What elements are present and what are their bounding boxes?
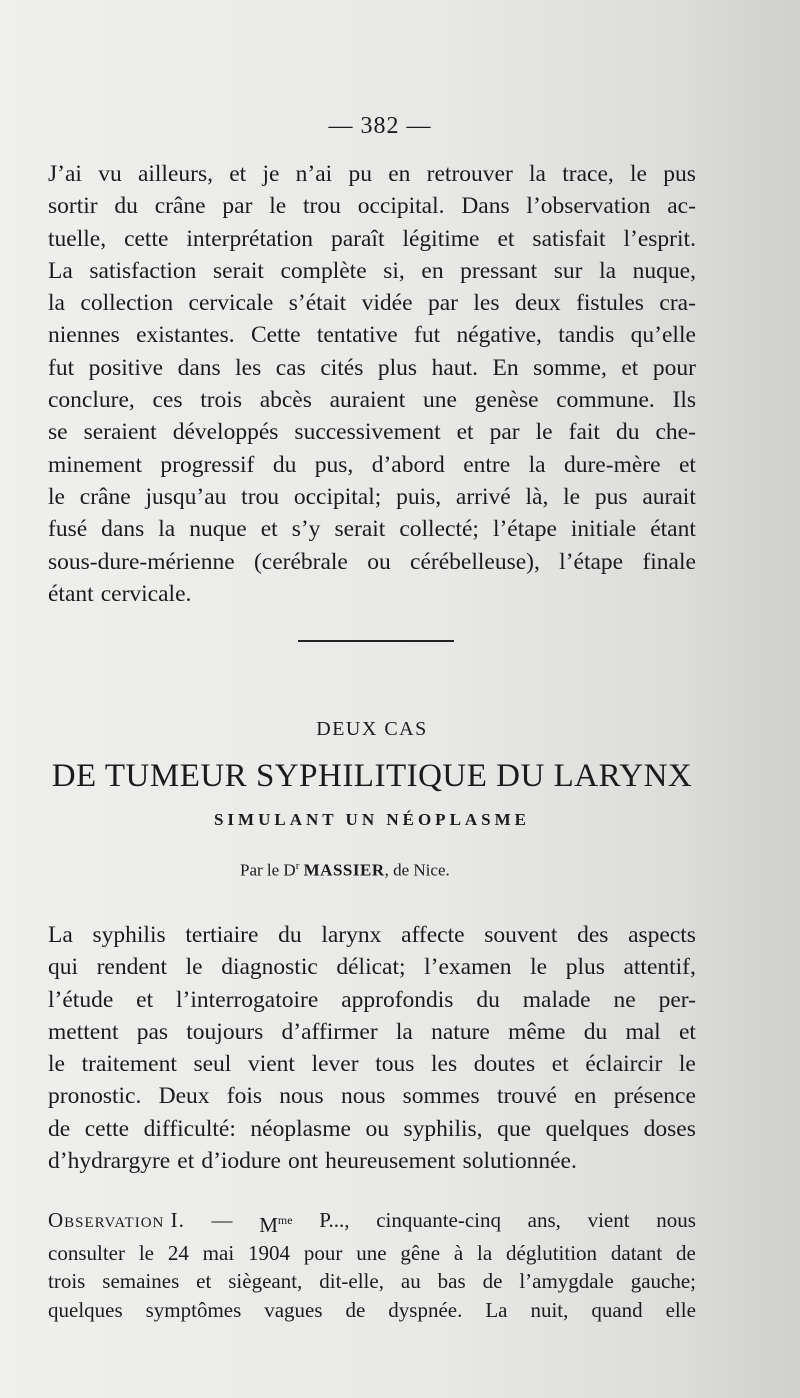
- text-line: [48, 352, 696, 384]
- word: des: [577, 922, 609, 948]
- word: —: [211, 1208, 233, 1232]
- word: tous: [375, 1051, 415, 1078]
- word: tandis: [558, 322, 615, 349]
- word: délicat;: [336, 954, 406, 981]
- text-line: [48, 190, 696, 222]
- word: néoplasme: [250, 1115, 351, 1142]
- word: syphilis: [92, 922, 166, 948]
- word: de: [345, 1297, 366, 1322]
- word: vidée: [361, 290, 413, 317]
- word: trou: [241, 483, 280, 510]
- word: je: [262, 161, 280, 187]
- word: le: [563, 483, 581, 510]
- article-title: DE TUMEUR SYPHILITIQUE DU LARYNX: [51, 758, 693, 794]
- word: l’observation: [526, 193, 651, 220]
- observation-lines: [48, 1239, 696, 1324]
- word: pus: [663, 161, 696, 187]
- word: cette: [84, 1115, 130, 1142]
- word: pas: [136, 1018, 169, 1045]
- word: nous: [340, 1083, 386, 1110]
- word: étant: [48, 580, 94, 607]
- word: toujours: [186, 1018, 264, 1045]
- word: et: [678, 1018, 696, 1045]
- word: du: [583, 1018, 608, 1045]
- word: fait: [568, 419, 600, 446]
- text-line: [48, 223, 696, 255]
- word: trouvé: [496, 1083, 557, 1110]
- word: mai: [202, 1241, 235, 1266]
- word: vagues: [264, 1297, 323, 1322]
- word: du: [278, 922, 302, 948]
- word: d’affirmer: [281, 1018, 378, 1045]
- word: malade: [522, 986, 591, 1013]
- word: la: [395, 1018, 413, 1045]
- word: occipital.: [357, 193, 445, 220]
- word: nous: [656, 1208, 696, 1232]
- word: fusé: [48, 516, 88, 543]
- word: mal: [625, 1018, 661, 1045]
- word: datant: [610, 1241, 663, 1266]
- text-line: [48, 1048, 696, 1080]
- word: et: [196, 1269, 212, 1294]
- word: entre: [463, 451, 511, 478]
- word: collection: [80, 290, 174, 317]
- word: serait: [213, 257, 264, 284]
- word: la: [158, 516, 176, 543]
- word: per-: [658, 986, 696, 1013]
- word: larynx: [321, 922, 382, 948]
- author-name: MASSIER: [303, 860, 385, 880]
- word: la: [477, 1241, 493, 1266]
- word: difficulté:: [143, 1115, 236, 1142]
- word: par: [222, 193, 253, 220]
- word: satisfait: [532, 225, 606, 252]
- word: les: [473, 290, 500, 317]
- text-line: [48, 1113, 696, 1145]
- word: le: [678, 1051, 696, 1078]
- word: vient: [587, 1208, 630, 1232]
- word: La: [48, 257, 73, 284]
- word: ac-: [667, 193, 696, 220]
- word: 24: [167, 1241, 189, 1266]
- word: collecté;: [399, 516, 479, 543]
- word: jusqu’au: [145, 483, 227, 510]
- word: s’y: [291, 516, 321, 543]
- word: La: [48, 922, 73, 948]
- word: consulter: [48, 1241, 125, 1266]
- word: le: [48, 1051, 65, 1078]
- word: les: [431, 1051, 458, 1078]
- word: initiale: [570, 516, 637, 543]
- word: quelques: [545, 1115, 630, 1142]
- word: et: [497, 225, 515, 252]
- word: gêne: [400, 1241, 441, 1266]
- word: le: [48, 483, 65, 510]
- word: nuque,: [632, 257, 696, 284]
- word: nous: [279, 1083, 324, 1110]
- word: et: [136, 986, 154, 1013]
- word: du: [272, 451, 297, 478]
- observation-paragraph: [48, 1206, 696, 1324]
- word: pus,: [314, 451, 354, 478]
- word: cinquante-cinq: [376, 1208, 501, 1232]
- word: la: [599, 257, 617, 284]
- text-line: [48, 1239, 696, 1267]
- word: ne: [613, 986, 636, 1013]
- word: nuque: [189, 516, 247, 543]
- word: la: [529, 161, 546, 187]
- article-subtitle: SIMULANT UN NÉOPLASME: [213, 810, 531, 829]
- word: et: [260, 516, 278, 543]
- word: et: [551, 1051, 569, 1078]
- word: somme,: [533, 354, 607, 381]
- word: quand: [591, 1297, 643, 1322]
- word: niennes: [48, 322, 120, 349]
- text-line: [48, 255, 696, 287]
- word: qu’elle: [630, 322, 696, 349]
- word: ou: [365, 1115, 389, 1142]
- word: affecte: [401, 922, 465, 948]
- word: rendent: [96, 954, 168, 981]
- word: le: [630, 161, 647, 187]
- word: cas: [275, 354, 306, 381]
- word: occipital;: [293, 483, 382, 510]
- word: aurait: [642, 483, 696, 510]
- word: solutionnée.: [462, 1148, 577, 1175]
- word: crâne: [154, 193, 206, 220]
- word: positive: [88, 354, 164, 381]
- word: fois: [226, 1083, 263, 1110]
- word: diagnostic: [221, 954, 318, 981]
- text-line: [48, 1080, 696, 1112]
- word: trois: [48, 1269, 86, 1294]
- word: pu: [348, 161, 372, 187]
- word: complète: [280, 257, 367, 284]
- word: sortir: [48, 193, 98, 220]
- word: dans: [101, 516, 145, 543]
- word: le: [185, 954, 203, 981]
- word: pus: [594, 483, 628, 510]
- word: vient: [247, 1051, 295, 1078]
- word: trou: [303, 193, 341, 220]
- word: une: [356, 1241, 387, 1266]
- word: l’interrogatoire: [176, 986, 319, 1013]
- word: siègeant,: [228, 1269, 303, 1294]
- word: dyspnée.: [388, 1297, 463, 1322]
- word: étant: [650, 516, 696, 543]
- text-line: [48, 1267, 696, 1295]
- word: pour: [652, 354, 696, 381]
- word: même: [508, 1018, 566, 1045]
- word: les: [235, 354, 262, 381]
- word: finale: [642, 548, 696, 575]
- word: et: [621, 354, 639, 381]
- word: che-: [655, 419, 696, 446]
- paragraph-abscess-conclusion: [48, 158, 696, 610]
- word: attentif,: [623, 954, 696, 981]
- word: En: [492, 354, 519, 381]
- text-line: [48, 513, 696, 545]
- word: cervicale: [188, 290, 274, 317]
- word: interprétation: [186, 225, 313, 252]
- word: en: [421, 257, 444, 284]
- word: au: [400, 1269, 421, 1294]
- word: quelques: [48, 1297, 123, 1322]
- word: le: [530, 954, 548, 981]
- word: tentative: [316, 322, 398, 349]
- word: l’étude: [48, 986, 114, 1013]
- word: existantes.: [136, 322, 235, 349]
- word: 1904: [248, 1241, 291, 1266]
- word: dans: [177, 354, 221, 381]
- text-line: [48, 1016, 696, 1048]
- word: seraient: [83, 419, 157, 446]
- word: arrivé: [455, 483, 511, 510]
- word: du: [476, 986, 500, 1013]
- text-line: [48, 158, 696, 190]
- word: commune.: [556, 387, 655, 414]
- word: nature: [431, 1018, 490, 1045]
- word: approfondis: [341, 986, 454, 1013]
- word: légitime: [402, 225, 480, 252]
- word: lever: [311, 1051, 359, 1078]
- word: doutes: [473, 1051, 536, 1078]
- word: l’amygdale: [519, 1269, 614, 1294]
- word: ou: [367, 548, 391, 575]
- word: Ils: [672, 387, 696, 414]
- word: pronostic.: [48, 1083, 142, 1110]
- word: sommes: [402, 1083, 480, 1110]
- word: fistules: [576, 290, 644, 317]
- word: éclaircir: [585, 1051, 663, 1078]
- word: semaines: [102, 1269, 180, 1294]
- word-mme: [259, 1206, 292, 1239]
- word: par: [427, 290, 458, 317]
- word: dit-elle,: [319, 1269, 384, 1294]
- word: et: [678, 451, 696, 478]
- text-line: [48, 287, 696, 319]
- word: souvent: [484, 922, 558, 948]
- word: pour: [303, 1241, 343, 1266]
- mme-sup: me: [277, 1213, 293, 1227]
- word: La: [485, 1297, 508, 1322]
- page-number: — 382 —: [328, 113, 432, 139]
- word: d’iodure: [201, 1148, 281, 1175]
- word: tuelle,: [48, 225, 107, 252]
- text-line: [48, 1296, 696, 1324]
- word: d’hydrargyre: [48, 1148, 171, 1175]
- word: heureusement: [325, 1148, 456, 1175]
- word: si,: [383, 257, 405, 284]
- word: ans,: [527, 1208, 561, 1232]
- word: et: [229, 161, 247, 187]
- word: P...,: [319, 1208, 350, 1232]
- word: présence: [613, 1083, 696, 1110]
- word: crâne: [79, 483, 131, 510]
- word: du: [114, 193, 138, 220]
- word: Dans: [461, 193, 510, 220]
- word: abcès: [259, 387, 312, 414]
- word: paraît: [330, 225, 385, 252]
- word: que: [497, 1115, 532, 1142]
- word: retrouver: [426, 161, 513, 187]
- word: l’examen: [424, 954, 512, 981]
- word: bas: [437, 1269, 466, 1294]
- word: qui: [48, 954, 79, 981]
- text-line: [48, 919, 696, 951]
- word: symptômes: [145, 1297, 242, 1322]
- word: sur: [553, 257, 583, 284]
- word: elle: [665, 1297, 696, 1322]
- word: seul: [193, 1051, 232, 1078]
- word: cette: [124, 225, 169, 252]
- byline-prefix: Par le D: [240, 860, 296, 880]
- word: Cette: [250, 322, 301, 349]
- word: à: [453, 1241, 464, 1266]
- word: syphilis,: [403, 1115, 483, 1142]
- word: progressif: [160, 451, 255, 478]
- word: l’esprit.: [623, 225, 696, 252]
- word: de: [48, 1115, 71, 1142]
- word: de: [482, 1269, 503, 1294]
- word: en: [388, 161, 411, 187]
- text-line: [48, 481, 696, 513]
- word: et: [177, 1148, 195, 1175]
- word: vu: [98, 161, 122, 187]
- word: serait: [334, 516, 386, 543]
- author-byline: [240, 860, 450, 881]
- word: l’étape: [492, 516, 557, 543]
- word: ces: [152, 387, 183, 414]
- word: dure-mère: [563, 451, 661, 478]
- word: d’abord: [371, 451, 445, 478]
- word: sous-dure-mérienne: [48, 548, 235, 575]
- word: tertiaire: [185, 922, 259, 948]
- word: et: [456, 419, 474, 446]
- word: mettent: [48, 1018, 119, 1045]
- word: cervicale.: [100, 580, 192, 607]
- word: ont: [287, 1148, 319, 1175]
- word: ailleurs,: [137, 161, 213, 187]
- word: une: [422, 387, 457, 414]
- word: se: [48, 419, 68, 446]
- section-separator: [298, 640, 454, 642]
- paragraph-introduction: [48, 919, 696, 1177]
- word: la: [528, 451, 546, 478]
- text-line: [48, 384, 696, 416]
- word: négative,: [456, 322, 542, 349]
- text-line: [48, 416, 696, 448]
- word: l’étape: [559, 548, 624, 575]
- word: gauche;: [630, 1269, 696, 1294]
- word: la: [48, 290, 65, 317]
- byline-doctor-sup: r: [295, 860, 300, 872]
- word: développés: [172, 419, 279, 446]
- text-line: [48, 449, 696, 481]
- word: genèse: [474, 387, 539, 414]
- word: le: [269, 193, 287, 220]
- word: haut.: [431, 354, 478, 381]
- word: minement: [48, 451, 142, 478]
- word: fut: [414, 322, 441, 349]
- word: pressant: [460, 257, 538, 284]
- word: plus: [565, 954, 605, 981]
- word: conclure,: [48, 387, 135, 414]
- word: s’était: [288, 290, 347, 317]
- word: déglutition: [506, 1241, 598, 1266]
- byline-suffix: , de Nice.: [384, 860, 450, 880]
- word: le: [535, 419, 553, 446]
- word: par: [489, 419, 520, 446]
- word: doses: [643, 1115, 696, 1142]
- text-line: [48, 546, 696, 578]
- word: du: [615, 419, 640, 446]
- word: cités: [320, 354, 364, 381]
- word: deux: [514, 290, 561, 317]
- text-line: [48, 319, 696, 351]
- text-line: [48, 951, 696, 983]
- word: fut: [48, 354, 75, 381]
- word: le: [138, 1241, 154, 1266]
- word: trois: [200, 387, 242, 414]
- word: J’ai: [48, 161, 82, 187]
- word: plus: [377, 354, 418, 381]
- word: Deux: [158, 1083, 210, 1110]
- word: nuit,: [530, 1297, 569, 1322]
- word: (cerébrale: [253, 548, 348, 575]
- word: satisfaction: [89, 257, 197, 284]
- text-line: [48, 1145, 696, 1177]
- word: traitement: [81, 1051, 177, 1078]
- word: auraient: [329, 387, 406, 414]
- word: aspects: [628, 922, 696, 948]
- word: M: [259, 1213, 278, 1237]
- word: cérébelleuse),: [410, 548, 540, 575]
- word: n’ai: [295, 161, 333, 187]
- observation-label: Observation I.: [48, 1208, 185, 1232]
- word: là,: [525, 483, 549, 510]
- text-line: [48, 578, 696, 610]
- word: cra-: [659, 290, 696, 317]
- word: puis,: [396, 483, 442, 510]
- text-line: [48, 984, 696, 1016]
- article-heading-deux-cas: DEUX CAS: [316, 718, 428, 740]
- word: en: [574, 1083, 597, 1110]
- word: trace,: [562, 161, 614, 187]
- word: de: [676, 1241, 696, 1266]
- word: successivement: [294, 419, 441, 446]
- observation-first-line: [48, 1206, 696, 1239]
